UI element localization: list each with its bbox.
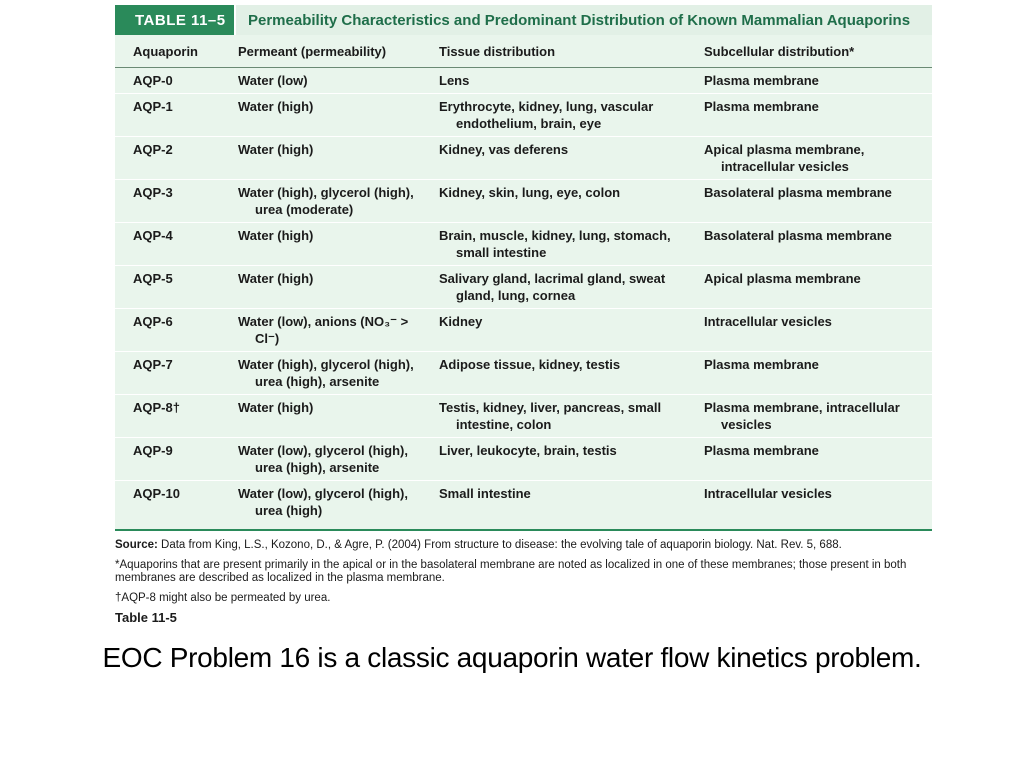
cell-aquaporin-text: AQP-7 [133, 356, 173, 372]
cell-permeant-text: Water (high) [238, 270, 314, 286]
cell-aquaporin [115, 222, 220, 265]
cell-subcellular-text: Plasma membrane [704, 442, 819, 458]
table-number-tag: TABLE 11–5 [115, 5, 234, 35]
footnote-dagger: †AQP-8 might also be permeated by urea. [115, 591, 331, 604]
cell-permeant [220, 93, 421, 136]
cell-subcellular [686, 179, 932, 222]
cell-permeant [220, 437, 421, 480]
table-row [115, 179, 932, 222]
cell-tissue [421, 179, 686, 222]
cell-subcellular-text: Plasma membrane [704, 98, 819, 114]
header-aquaporin: Aquaporin [115, 35, 220, 68]
cell-permeant-text: Water (high) [238, 141, 314, 157]
cell-permeant-text: Water (low) [238, 73, 308, 88]
header-subcellular: Subcellular distribution* [686, 35, 932, 68]
cell-aquaporin-text: AQP-2 [133, 141, 173, 157]
cell-permeant-text: Water (low), glycerol (high), urea (high) [238, 485, 408, 518]
cell-aquaporin-text: AQP-8† [133, 399, 180, 415]
cell-aquaporin-text: AQP-6 [133, 313, 173, 329]
table-label: Table 11-5 [115, 610, 177, 625]
cell-subcellular [686, 93, 932, 136]
cell-subcellular-text: Apical plasma membrane, intracellular vesicles [704, 141, 865, 174]
cell-aquaporin [115, 480, 220, 530]
cell-subcellular-text: Plasma membrane [704, 73, 819, 88]
table-title: Permeability Characteristics and Predominant Distribution of Known Mammalian Aquaporins [234, 5, 932, 35]
cell-permeant-text: Water (high) [238, 98, 314, 114]
cell-tissue-text: Kidney [439, 313, 483, 329]
cell-subcellular [686, 136, 932, 179]
cell-tissue-text: Testis, kidney, liver, pancreas, small intestine, colon [439, 399, 662, 432]
cell-permeant [220, 179, 421, 222]
cell-permeant [220, 394, 421, 437]
cell-permeant [220, 136, 421, 179]
cell-permeant [220, 222, 421, 265]
cell-subcellular-text: Basolateral plasma membrane [704, 184, 892, 200]
cell-subcellular [686, 480, 932, 530]
cell-subcellular [686, 308, 932, 351]
cell-subcellular-text: Plasma membrane [704, 356, 819, 372]
cell-subcellular-text: Intracellular vesicles [704, 485, 832, 501]
cell-permeant-text: Water (high) [238, 227, 314, 243]
table-title-bar [115, 5, 932, 35]
cell-subcellular [686, 222, 932, 265]
cell-aquaporin [115, 437, 220, 480]
cell-tissue-text: Salivary gland, lacrimal gland, sweat gland, lung, cornea [439, 270, 666, 303]
source-label: Source: [115, 539, 158, 551]
cell-subcellular [686, 265, 932, 308]
table-row [115, 308, 932, 351]
source-note [115, 539, 932, 553]
cell-tissue-text: Lens [439, 73, 470, 88]
table-notes [115, 539, 932, 625]
cell-aquaporin-text: AQP-3 [133, 184, 173, 200]
table-row [115, 351, 932, 394]
cell-subcellular [686, 68, 932, 94]
cell-tissue [421, 222, 686, 265]
cell-permeant [220, 265, 421, 308]
slide-caption: EOC Problem 16 is a classic aquaporin water flow kinetics problem. [102, 642, 922, 673]
cell-tissue [421, 351, 686, 394]
cell-permeant-text: Water (high) [238, 399, 314, 415]
table-row [115, 480, 932, 530]
cell-aquaporin [115, 179, 220, 222]
cell-tissue-text: Liver, leukocyte, brain, testis [439, 442, 617, 458]
footnote-star: *Aquaporins that are present primarily in the apical or in the basolateral membrane are noted as localized in one of these membranes; those present in both membranes are described as localized in the plasma membrane. [115, 558, 907, 584]
cell-permeant-text: Water (low), glycerol (high), urea (high), arsenite [238, 442, 408, 475]
header-row [115, 35, 932, 68]
cell-permeant-text: Water (high), glycerol (high), urea (moderate) [238, 184, 414, 217]
cell-aquaporin-text: AQP-0 [133, 73, 173, 88]
cell-permeant-text: Water (high), glycerol (high), urea (high), arsenite [238, 356, 414, 389]
cell-permeant-text: Water (low), anions (NO₃⁻ > Cl⁻) [238, 313, 409, 346]
aquaporin-table [115, 5, 932, 531]
cell-aquaporin [115, 394, 220, 437]
header-tissue: Tissue distribution [421, 35, 686, 68]
cell-aquaporin [115, 136, 220, 179]
cell-permeant [220, 351, 421, 394]
cell-subcellular-text: Basolateral plasma membrane [704, 227, 892, 243]
cell-tissue-text: Erythrocyte, kidney, lung, vascular endothelium, brain, eye [439, 98, 654, 131]
table-body [115, 68, 932, 530]
cell-permeant [220, 68, 421, 94]
cell-subcellular-text: Plasma membrane, intracellular vesicles [704, 399, 900, 432]
cell-tissue-text: Kidney, skin, lung, eye, colon [439, 184, 621, 200]
table-row [115, 222, 932, 265]
cell-aquaporin-text: AQP-10 [133, 485, 180, 501]
cell-aquaporin [115, 265, 220, 308]
cell-aquaporin [115, 308, 220, 351]
cell-aquaporin-text: AQP-9 [133, 442, 173, 458]
table-row [115, 437, 932, 480]
table-row [115, 93, 932, 136]
cell-tissue-text: Small intestine [439, 485, 531, 501]
cell-aquaporin [115, 351, 220, 394]
cell-tissue-text: Kidney, vas deferens [439, 141, 569, 157]
cell-tissue-text: Brain, muscle, kidney, lung, stomach, small intestine [439, 227, 671, 260]
cell-aquaporin-text: AQP-5 [133, 270, 173, 286]
cell-subcellular [686, 394, 932, 437]
cell-subcellular-text: Apical plasma membrane [704, 270, 861, 286]
cell-tissue [421, 265, 686, 308]
cell-aquaporin-text: AQP-1 [133, 98, 173, 114]
data-table [115, 35, 932, 531]
cell-aquaporin [115, 93, 220, 136]
cell-aquaporin [115, 68, 220, 94]
cell-tissue [421, 136, 686, 179]
cell-tissue-text: Adipose tissue, kidney, testis [439, 356, 621, 372]
header-permeant: Permeant (permeability) [220, 35, 421, 68]
cell-tissue [421, 93, 686, 136]
cell-tissue [421, 68, 686, 94]
table-row [115, 265, 932, 308]
cell-subcellular-text: Intracellular vesicles [704, 313, 832, 329]
table-row [115, 68, 932, 94]
cell-subcellular [686, 437, 932, 480]
table-row [115, 394, 932, 437]
source-text: Data from King, L.S., Kozono, D., & Agre, P. (2004) From structure to disease: the evolving tale of aquaporin biology. Nat. Rev. 5, 688. [161, 539, 842, 551]
cell-tissue [421, 480, 686, 530]
cell-tissue [421, 394, 686, 437]
cell-tissue [421, 437, 686, 480]
cell-aquaporin-text: AQP-4 [133, 227, 173, 243]
cell-tissue [421, 308, 686, 351]
cell-subcellular [686, 351, 932, 394]
table-row [115, 136, 932, 179]
cell-permeant [220, 480, 421, 530]
cell-permeant [220, 308, 421, 351]
